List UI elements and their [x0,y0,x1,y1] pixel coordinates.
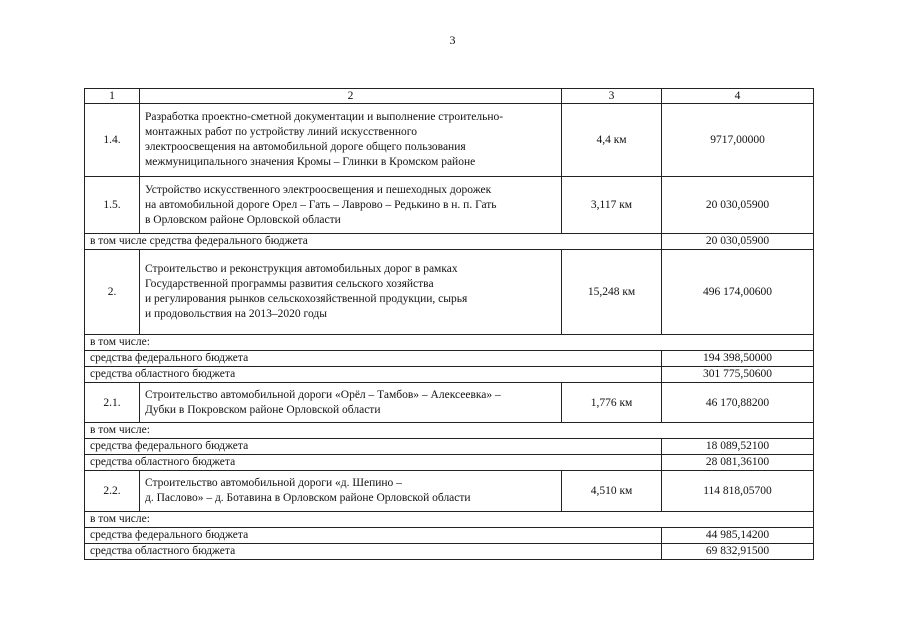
row-amount: 46 170,88200 [662,383,814,423]
including-label: в том числе: [85,512,814,528]
funding-row [85,367,814,383]
federal-budget-amount: 44 985,14200 [662,528,814,544]
row-description [140,177,562,234]
desc-line: в Орловском районе Орловской области [145,213,341,226]
table-row [85,383,814,423]
desc-line: и продовольствия на 2013–2020 годы [145,308,327,320]
row-number: 2.1. [85,383,140,423]
desc-line: Государственной программы развития сельского хозяйства [145,278,434,290]
row-length: 1,776 км [562,383,662,423]
row-number: 2.2. [85,471,140,512]
row-number: 1.4. [85,104,140,177]
regional-budget-amount: 69 832,91500 [662,544,814,560]
header-row [85,89,814,104]
regional-budget-amount: 28 081,36100 [662,455,814,471]
funding-row [85,512,814,528]
funding-row [85,528,814,544]
regional-budget-amount: 301 775,50600 [662,367,814,383]
row-length: 4,4 км [562,104,662,177]
desc-line: на автомобильной дороге Орел – Гать – Лаврово – Редькино в н. п. Гать [145,198,497,211]
row-amount: 20 030,05900 [662,177,814,234]
desc-line: монтажных работ по устройству линий искусственного [145,126,417,138]
desc-line: межмуниципального значения Кромы – Глинки в Кромском районе [145,156,476,168]
row-description [140,250,562,335]
row-length: 15,248 км [562,250,662,335]
funding-amount: 20 030,05900 [662,234,814,250]
desc-line: Строительство автомобильной дороги «д. Шепино – [145,477,402,489]
header-col-1: 1 [85,89,140,104]
row-amount: 9717,00000 [662,104,814,177]
federal-budget-amount: 194 398,50000 [662,351,814,367]
row-length: 4,510 км [562,471,662,512]
page-number: 3 [449,33,456,47]
funding-row [85,351,814,367]
row-description [140,104,562,177]
row-number: 2. [85,250,140,335]
regional-budget-label: средства областного бюджета [85,544,662,560]
desc-line: и регулирования рынков сельскохозяйственной продукции, сырья [145,293,468,305]
row-length: 3,117 км [562,177,662,234]
funding-row [85,234,814,250]
row-number: 1.5. [85,177,140,234]
row-description [140,471,562,512]
works-table [84,88,814,560]
table-row [85,177,814,234]
regional-budget-label: средства областного бюджета [85,455,662,471]
header-col-3: 3 [562,89,662,104]
desc-line: Устройство искусственного электроосвещения и пешеходных дорожек [145,183,492,196]
federal-budget-amount: 18 089,52100 [662,439,814,455]
row-description [140,383,562,423]
funding-row [85,423,814,439]
header-col-2: 2 [140,89,562,104]
header-col-4: 4 [662,89,814,104]
desc-line: электроосвещения на автомобильной дороге общего пользования [145,141,466,153]
federal-budget-label: средства федерального бюджета [85,439,662,455]
desc-line: Разработка проектно-сметной документации и выполнение строительно- [145,111,504,123]
funding-row [85,439,814,455]
row-amount: 114 818,05700 [662,471,814,512]
table-row [85,250,814,335]
including-label: в том числе: [85,335,814,351]
funding-row [85,544,814,560]
desc-line: д. Паслово» – д. Ботавина в Орловском районе Орловской области [145,492,471,504]
desc-line: Строительство автомобильной дороги «Орёл – Тамбов» – Алексеевка» – [145,388,501,401]
table-row [85,104,814,177]
row-amount: 496 174,00600 [662,250,814,335]
regional-budget-label: средства областного бюджета [85,367,662,383]
desc-line: Дубки в Покровском районе Орловской области [145,403,381,416]
funding-label: в том числе средства федерального бюджета [85,234,662,250]
federal-budget-label: средства федерального бюджета [85,351,662,367]
funding-row [85,455,814,471]
funding-row [85,335,814,351]
desc-line: Строительство и реконструкция автомобильных дорог в рамках [145,263,458,275]
table-row [85,471,814,512]
federal-budget-label: средства федерального бюджета [85,528,662,544]
including-label: в том числе: [85,423,814,439]
